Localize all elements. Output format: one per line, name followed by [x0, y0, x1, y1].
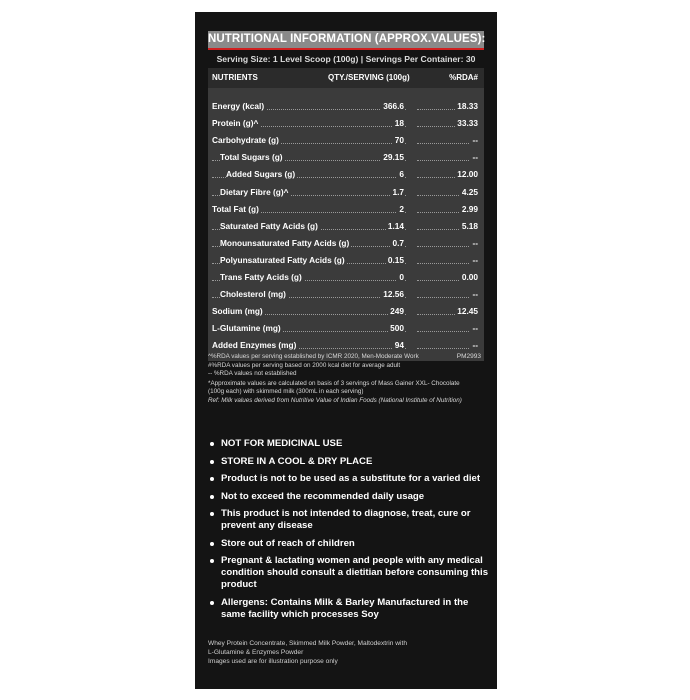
warnings-list	[207, 438, 492, 626]
header-rda: %RDA#	[449, 73, 478, 82]
nutrient-rda: 12.00	[457, 169, 478, 180]
footer-line: Images used are for illustration purpose only	[208, 658, 338, 665]
nutrient-label: Polyunsaturated Fatty Acids (g)	[220, 254, 345, 265]
nutrient-qty: 6	[399, 169, 404, 180]
serving-info: Serving Size: 1 Level Scoop (100g) | Servings Per Container: 30	[216, 54, 476, 64]
dotted-leader	[417, 297, 475, 298]
dotted-leader	[417, 263, 475, 264]
nutrient-label: Protein (g)^	[212, 118, 259, 129]
product-code: PM2993	[456, 353, 481, 360]
nutrient-qty: 249	[390, 306, 404, 317]
header-qty: QTY./SERVING (100g)	[328, 73, 410, 82]
nutrient-rda: 4.25	[461, 186, 478, 197]
nutrient-label: Carbohydrate (g)	[212, 135, 279, 146]
nutrition-table	[208, 68, 484, 361]
bullet-icon	[210, 542, 214, 546]
nutrient-label: Dietary Fibre (g)^	[220, 186, 289, 197]
header-nutrients: NUTRIENTS	[212, 73, 258, 82]
footnote: -- %RDA values not established	[208, 370, 297, 378]
list-item: NOT FOR MEDICINAL USE	[207, 438, 492, 450]
nutrient-label: Trans Fatty Acids (g)	[220, 272, 302, 282]
list-item: Store out of reach of children	[207, 538, 492, 550]
nutrient-rda: --	[472, 237, 478, 248]
table-header	[208, 68, 484, 88]
dotted-leader	[417, 160, 475, 161]
footnote: (100g each) with skimmed milk (300mL in each serving)	[208, 388, 364, 396]
table-row	[208, 98, 484, 115]
list-item: This product is not intended to diagnose, treat, cure or prevent any disease	[207, 508, 492, 532]
nutrient-label: Sodium (mg)	[212, 306, 263, 317]
table-row	[208, 286, 484, 303]
nutrient-rda: --	[472, 135, 478, 146]
nutrient-rda: 2.99	[461, 203, 478, 214]
nutrient-rda: 12.45	[457, 306, 478, 317]
nutrient-rda: --	[472, 340, 478, 351]
nutrient-qty: 0	[399, 272, 404, 282]
table-row	[208, 115, 484, 132]
nutrient-rda: 33.33	[457, 118, 478, 129]
nutrient-qty: 94	[394, 340, 404, 351]
nutrient-rda: 5.18	[461, 220, 478, 231]
list-item: Product is not to be used as a substitute for a varied diet	[207, 473, 492, 485]
nutrient-qty: 70	[394, 135, 404, 146]
dotted-leader	[417, 348, 475, 349]
nutrient-qty: 1.7	[392, 186, 404, 197]
footer-line: L-Glutamine & Enzymes Powder	[208, 649, 304, 656]
list-item: Allergens: Contains Milk & Barley Manufactured in the same facility which processes Soy	[207, 597, 492, 621]
table-row	[208, 166, 484, 183]
footnote: *Approximate values are calculated on basis of 3 servings of Mass Gainer XXL- Chocolate	[208, 379, 460, 387]
nutrient-rda: --	[472, 254, 478, 265]
nutrient-label: Total Fat (g)	[212, 203, 259, 214]
table-row	[208, 303, 484, 320]
footer-line: Whey Protein Concentrate, Skimmed Milk Powder, Maltodextrin with	[208, 640, 407, 647]
footnote: Ref: Milk values derived from Nutritive Value of Indian Foods (National Institute of Nutrition)	[208, 396, 462, 404]
nutrient-label: L-Glutamine (mg)	[212, 323, 281, 334]
nutrition-title: NUTRITIONAL INFORMATION (APPROX.VALUES):	[208, 31, 484, 50]
nutrient-label: Added Enzymes (mg)	[212, 340, 297, 351]
bullet-icon	[210, 477, 214, 481]
nutrient-qty: 1.14	[387, 220, 404, 231]
ingredients-footer	[208, 639, 493, 667]
nutrient-qty: 366.6	[383, 101, 404, 111]
bullet-icon	[210, 442, 214, 446]
footnote: #%RDA values per serving based on 2000 kcal diet for average adult	[208, 361, 401, 369]
bullet-icon	[210, 495, 214, 499]
table-row	[208, 235, 484, 252]
table-row	[208, 218, 484, 235]
nutrient-label: Added Sugars (g)	[226, 169, 296, 180]
table-row	[208, 269, 484, 286]
nutrient-label: Cholesterol (mg)	[220, 289, 286, 300]
table-row	[208, 320, 484, 337]
nutrient-label: Saturated Fatty Acids (g)	[220, 220, 318, 231]
nutrient-rda: 0.00	[461, 272, 478, 282]
nutrient-qty: 0.7	[392, 237, 404, 248]
table-row	[208, 252, 484, 269]
nutrient-label: Energy (kcal)	[212, 101, 265, 111]
nutrition-label-panel	[195, 12, 497, 689]
dotted-leader	[417, 143, 475, 144]
nutrient-qty: 500	[390, 323, 404, 334]
nutrient-rda: --	[472, 152, 478, 163]
list-item: Not to exceed the recommended daily usage	[207, 491, 492, 503]
bullet-icon	[210, 559, 214, 563]
nutrient-label: Monounsaturated Fatty Acids (g)	[220, 237, 350, 248]
bullet-icon	[210, 460, 214, 464]
table-footnotes	[208, 353, 488, 406]
table-row	[208, 184, 484, 201]
nutrient-rda: --	[472, 289, 478, 300]
list-item: STORE IN A COOL & DRY PLACE	[207, 456, 492, 468]
bullet-icon	[210, 601, 214, 605]
nutrient-rda: --	[472, 323, 478, 334]
table-row	[208, 337, 484, 354]
nutrient-label: Total Sugars (g)	[220, 152, 283, 163]
dotted-leader	[417, 331, 475, 332]
list-item: Pregnant & lactating women and people with any medical condition should consult a dietitian before consuming this product	[207, 555, 492, 591]
table-row	[208, 132, 484, 149]
nutrient-qty: 2	[399, 203, 404, 214]
bullet-icon	[210, 512, 214, 516]
table-row	[208, 201, 484, 218]
nutrient-qty: 0.15	[387, 254, 404, 265]
nutrient-qty: 18	[394, 118, 404, 129]
nutrient-rda: 18.33	[457, 101, 478, 111]
dotted-leader	[417, 246, 475, 247]
nutrient-qty: 29.15	[383, 152, 404, 163]
footnote: ^%RDA values per serving established by ICMR 2020, Men-Moderate Work	[208, 353, 419, 360]
table-row	[208, 149, 484, 166]
nutrient-qty: 12.56	[383, 289, 404, 300]
